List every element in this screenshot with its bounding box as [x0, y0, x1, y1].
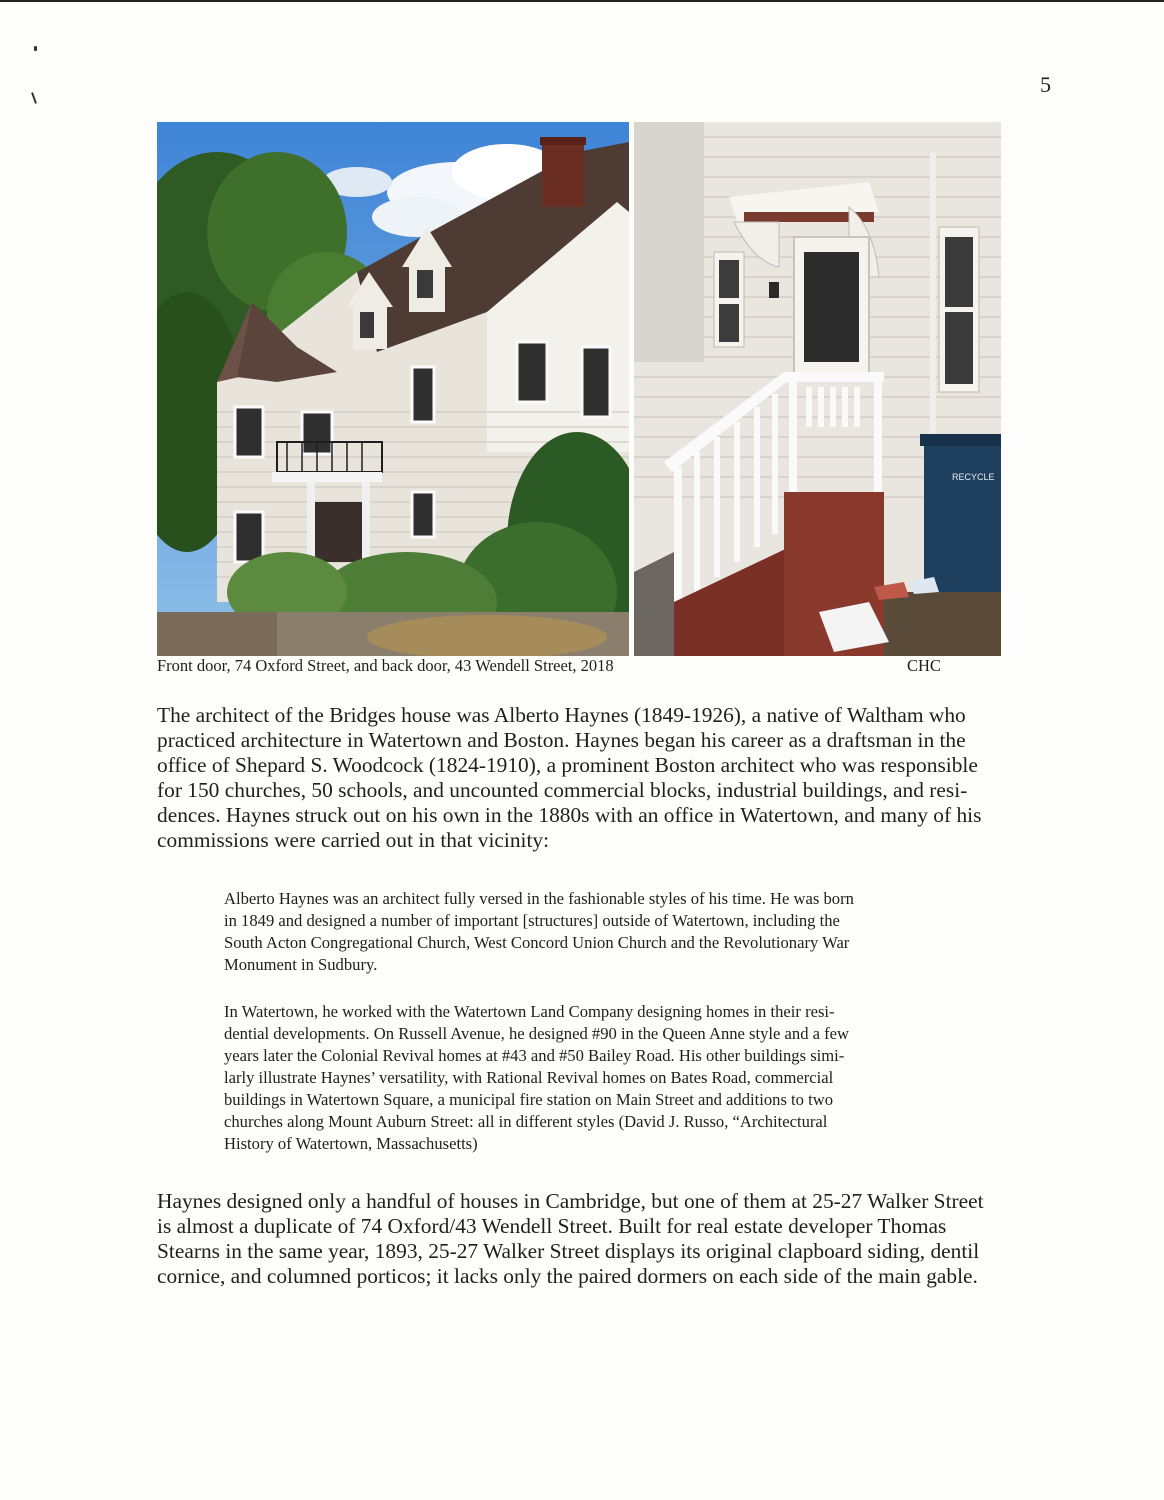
caption-text: Front door, 74 Oxford Street, and back door, 43 Wendell Street, 2018 [157, 656, 614, 675]
text-line: is almost a duplicate of 74 Oxford/43 Wendell Street. Built for real estate developer Thomas [157, 1214, 947, 1238]
text-line: in 1849 and designed a number of important [structures] outside of Watertown, including the [224, 911, 840, 930]
text-line: cornice, and columned porticos; it lacks only the paired dormers on each side of the main gable. [157, 1264, 978, 1288]
text-line: practiced architecture in Watertown and Boston. Haynes began his career as a draftsman in the [157, 728, 966, 752]
text-line: office of Shepard S. Woodcock (1824-1910), a prominent Boston architect who was responsible [157, 753, 978, 777]
text-line: Haynes designed only a handful of houses in Cambridge, but one of them at 25-27 Walker Street [157, 1189, 984, 1213]
text-line: years later the Colonial Revival homes at #43 and #50 Bailey Road. His other buildings simi- [224, 1046, 845, 1065]
back-door-photo [634, 122, 1001, 656]
text-line: buildings in Watertown Square, a municipal fire station on Main Street and additions to two [224, 1090, 833, 1109]
photo-credit: CHC [907, 656, 941, 675]
text-line: South Acton Congregational Church, West Concord Union Church and the Revolutionary War [224, 933, 850, 952]
scan-speck [34, 46, 37, 51]
text-line: dences. Haynes struck out on his own in the 1880s with an office in Watertown, and many of his [157, 803, 982, 827]
text-line: churches along Mount Auburn Street: all in different styles (David J. Russo, “Architectural [224, 1112, 828, 1131]
text-line: dential developments. On Russell Avenue, he designed #90 in the Queen Anne style and a few [224, 1024, 850, 1043]
recycle-bin-label: RECYCLE [952, 472, 995, 482]
text-line: Monument in Sudbury. [224, 955, 378, 974]
photo-caption [157, 656, 957, 676]
text-line: History of Watertown, Massachusetts) [224, 1134, 478, 1153]
scan-edge-line [0, 0, 1164, 2]
block-quote-watertown-works [224, 1001, 994, 1155]
photo-pair [157, 122, 1001, 656]
text-line: for 150 churches, 50 schools, and uncounted commercial blocks, industrial buildings, and resi- [157, 778, 968, 802]
paragraph-cambridge-houses [157, 1189, 1037, 1289]
block-quote-biography [224, 888, 994, 976]
front-door-photo [157, 122, 629, 656]
text-line: In Watertown, he worked with the Watertown Land Company designing homes in their resi- [224, 1002, 835, 1021]
text-line: Stearns in the same year, 1893, 25-27 Walker Street displays its original clapboard siding, dentil [157, 1239, 980, 1263]
text-line: The architect of the Bridges house was Alberto Haynes (1849-1926), a native of Waltham who [157, 703, 966, 727]
text-line: Alberto Haynes was an architect fully versed in the fashionable styles of his time. He was born [224, 889, 854, 908]
text-line: commissions were carried out in that vicinity: [157, 828, 550, 852]
scan-speck [31, 92, 37, 104]
paragraph-architect-intro [157, 703, 1037, 853]
page-number: 5 [1040, 72, 1051, 97]
text-line: larly illustrate Haynes’ versatility, with Rational Revival homes on Bates Road, commercial [224, 1068, 834, 1087]
